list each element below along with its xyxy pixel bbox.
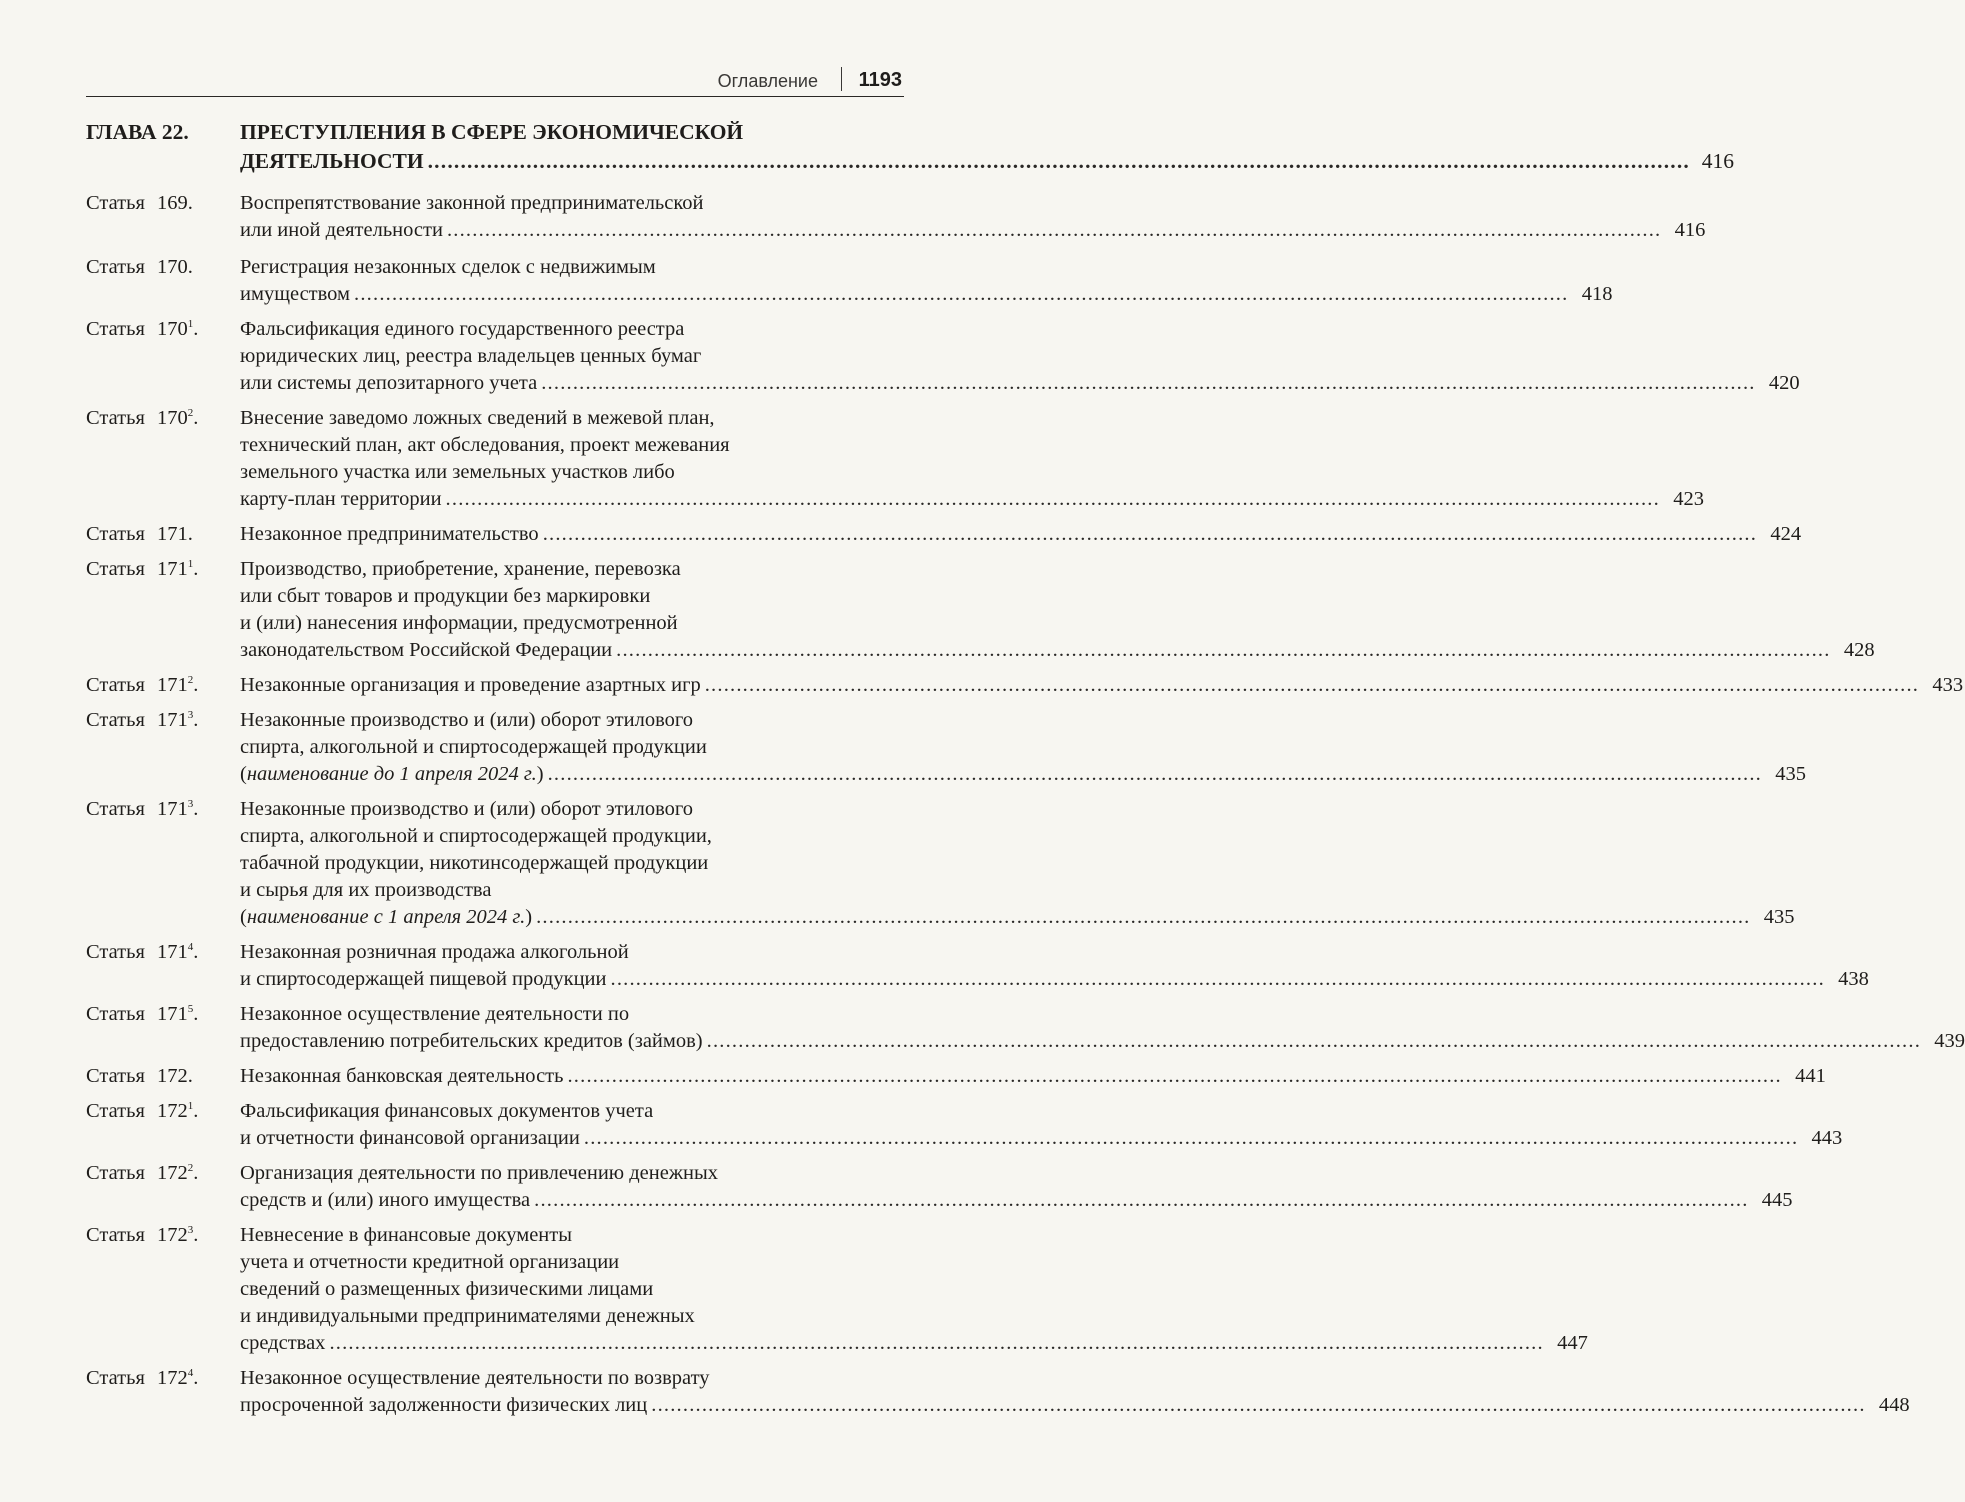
chapter-title (240, 118, 1734, 176)
article-number: 171 (157, 674, 188, 696)
leader-dots (548, 761, 1762, 788)
article-page: 445 (1761, 1189, 1793, 1211)
article-title-line: сведений о размещенных физическими лицами (240, 1278, 654, 1300)
article-title-last-text: или иной деятельности (240, 219, 443, 241)
article-title (240, 405, 1704, 513)
article-label: Статья $172^1$. (86, 1098, 240, 1152)
article-title (240, 1001, 1965, 1055)
article-number: 171 (157, 558, 188, 580)
leader-dots (534, 1187, 1748, 1214)
article-title-last-line (240, 672, 1963, 699)
article-label: Статья $170^2$. (86, 405, 240, 513)
article-word: Статья (86, 1065, 145, 1087)
article-title-line: юридических лиц, реестра владельцев ценных бумаг (240, 345, 702, 367)
article-label: Статья $171^3$. (86, 707, 240, 788)
leader-dots (354, 281, 1568, 308)
chapter-title-last-text: ДЕЯТЕЛЬНОСТИ (240, 149, 424, 173)
article-title-last-text (240, 761, 544, 788)
article-number: 170 (157, 318, 188, 340)
article-title-last-text: предоставлению потребительских кредитов (займов) (240, 1030, 703, 1052)
article-number: 170. (157, 256, 193, 278)
toc-entry (86, 1160, 1793, 1214)
leader-dots (428, 147, 1690, 176)
article-superscript: 1 (187, 318, 194, 330)
article-title-last-line (240, 1187, 1793, 1214)
toc-entry (86, 1222, 1588, 1357)
article-title (240, 316, 1800, 397)
paren-open: ( (240, 763, 247, 785)
paren-close: ) (536, 763, 544, 785)
article-title-line: учета и отчетности кредитной организации (240, 1251, 620, 1273)
article-title (240, 254, 1612, 308)
article-page: 418 (1581, 283, 1613, 305)
article-title-last-text: и спиртосодержащей пищевой продукции (240, 968, 607, 990)
article-title-last-line (240, 966, 1869, 993)
article-title-line: Незаконное осуществление деятельности по возврату (240, 1367, 710, 1389)
leader-dots (446, 486, 1660, 513)
leader-dots (329, 1330, 1543, 1357)
article-word: Статья (86, 709, 145, 731)
header-divider (841, 67, 843, 91)
article-label (86, 190, 240, 244)
article-superscript: 4 (187, 1367, 194, 1379)
article-title-line: Незаконные производство и (или) оборот этилового (240, 798, 694, 820)
article-number: 171 (157, 941, 188, 963)
leader-dots (536, 904, 1750, 931)
article-number: 169. (157, 192, 193, 214)
article-title-line: спирта, алкогольной и спиртосодержащей продукции, (240, 825, 712, 847)
article-title (240, 190, 1705, 244)
article-label (86, 521, 240, 548)
article-word: Статья (86, 407, 145, 429)
article-word: Статья (86, 1162, 145, 1184)
article-word: Статья (86, 558, 145, 580)
article-word: Статья (86, 318, 145, 340)
article-title-line: и сырья для их производства (240, 879, 492, 901)
article-page: 438 (1838, 968, 1869, 990)
article-title-last-line (240, 1392, 1910, 1419)
article-page: 435 (1775, 763, 1807, 785)
article-word: Статья (86, 674, 145, 696)
article-title-line: Фальсификация единого государственного реестра (240, 318, 685, 340)
toc-entry (86, 316, 1800, 397)
leader-dots (447, 217, 1661, 244)
article-label (86, 1063, 240, 1090)
article-superscript: 1 (187, 1100, 194, 1112)
article-title-last-line (240, 486, 1704, 513)
article-title (240, 1365, 1910, 1419)
article-superscript: 2 (187, 1162, 194, 1174)
toc-entry (86, 1365, 1910, 1419)
article-superscript: 3 (187, 709, 194, 721)
article-title-last-text: и отчетности финансовой организации (240, 1127, 580, 1149)
article-title-last-text: законодательством Российской Федерации (240, 639, 613, 661)
toc-entry (86, 521, 1802, 548)
article-title-last-line (240, 281, 1612, 308)
toc-entry (86, 796, 1795, 931)
article-number: 172 (157, 1224, 188, 1246)
paren-close: ) (525, 906, 533, 928)
toc-entry (86, 405, 1704, 513)
article-title-last-line (240, 521, 1801, 548)
article-label: Статья $171^3$. (86, 796, 240, 931)
article-label: Статья $171^4$. (86, 939, 240, 993)
article-superscript: 5 (187, 1003, 194, 1015)
article-superscript: 2 (187, 407, 194, 419)
table-of-contents (86, 118, 1965, 1427)
article-title-line: Незаконное осуществление деятельности по (240, 1003, 630, 1025)
article-title-line: или сбыт товаров и продукции без маркировки (240, 585, 651, 607)
article-title (240, 1222, 1588, 1357)
article-title-last-line (240, 637, 1875, 664)
running-header (86, 66, 904, 97)
article-superscript: 3 (187, 1224, 194, 1236)
article-page: 433 (1932, 674, 1964, 696)
article-page: 420 (1768, 372, 1800, 394)
chapter-label: ГЛАВА 22. (86, 120, 189, 144)
chapter-entry (86, 118, 1734, 176)
article-title-line: Организация деятельности по привлечению денежных (240, 1162, 718, 1184)
leader-dots (584, 1125, 1798, 1152)
leader-dots (705, 672, 1919, 699)
article-title-last-line (240, 761, 1806, 788)
article-title-last-line (240, 1028, 1965, 1055)
toc-entry (86, 556, 1875, 664)
running-header-title: Оглавление (717, 71, 818, 91)
article-title-line: Регистрация незаконных сделок с недвижимым (240, 256, 656, 278)
article-number: 172 (157, 1367, 188, 1389)
article-title-last-line (240, 1063, 1826, 1090)
article-title-last-line (240, 1125, 1842, 1152)
article-title-last-text (240, 904, 532, 931)
article-page: 447 (1557, 1332, 1588, 1354)
title-version-note: наименование с 1 апреля 2024 г. (246, 906, 526, 928)
article-title (240, 1160, 1793, 1214)
article-title (240, 1098, 1842, 1152)
article-title (240, 556, 1875, 664)
article-superscript: 1 (187, 558, 194, 570)
article-title-last-text: Незаконная банковская деятельность (240, 1065, 564, 1087)
page-number: 1193 (858, 69, 902, 91)
article-number: 171 (157, 798, 188, 820)
chapter-title-line: ПРЕСТУПЛЕНИЯ В СФЕРЕ ЭКОНОМИЧЕСКОЙ (240, 120, 744, 144)
article-word: Статья (86, 256, 145, 278)
article-title-line: Незаконная розничная продажа алкогольной (240, 941, 629, 963)
article-page: 439 (1934, 1030, 1965, 1052)
article-number: 172 (157, 1162, 188, 1184)
article-page: 448 (1878, 1394, 1910, 1416)
article-page: 441 (1795, 1065, 1826, 1087)
article-title-last-line (240, 370, 1800, 397)
article-word: Статья (86, 523, 145, 545)
paren-open: ( (240, 906, 247, 928)
article-label: Статья $172^3$. (86, 1222, 240, 1357)
toc-entry (86, 672, 1964, 699)
chapter-page: 416 (1701, 149, 1734, 173)
article-title-line: Воспрепятствование законной предпринимательской (240, 192, 704, 214)
toc-entry (86, 190, 1706, 244)
article-label: Статья $171^2$. (86, 672, 240, 699)
leader-dots (611, 966, 1825, 993)
leader-dots (651, 1392, 1865, 1419)
article-title (240, 796, 1795, 931)
leader-dots (541, 370, 1755, 397)
article-title-last-text: имуществом (240, 283, 351, 305)
toc-entry (86, 939, 1869, 993)
article-title-line: Фальсификация финансовых документов учета (240, 1100, 654, 1122)
article-title-line: технический план, акт обследования, проект межевания (240, 434, 730, 456)
article-title-line: Внесение заведомо ложных сведений в межевой план, (240, 407, 715, 429)
article-title-last-text: средствах (240, 1332, 326, 1354)
article-page: 416 (1674, 219, 1706, 241)
title-version-note: наименование до 1 апреля 2024 г. (246, 763, 537, 785)
toc-entry (86, 254, 1613, 308)
article-word: Статья (86, 1224, 145, 1246)
leader-dots (707, 1028, 1921, 1055)
article-superscript: 2 (187, 674, 194, 686)
article-title-last-text: карту-план территории (240, 488, 442, 510)
article-page: 428 (1843, 639, 1875, 661)
article-number: 171 (157, 1003, 188, 1025)
article-title-line: земельного участка или земельных участков либо (240, 461, 675, 483)
article-superscript: 3 (187, 798, 194, 810)
article-word: Статья (86, 1367, 145, 1389)
article-page: 443 (1811, 1127, 1843, 1149)
article-label: Статья $172^4$. (86, 1365, 240, 1419)
toc-entry (86, 707, 1807, 788)
article-word: Статья (86, 192, 145, 214)
article-title-last-line (240, 1330, 1588, 1357)
article-label: Статья $170^1$. (86, 316, 240, 397)
article-title-last-text: просроченной задолженности физических лиц (240, 1394, 648, 1416)
article-number: 170 (157, 407, 188, 429)
chapter-title-last-line (240, 147, 1734, 176)
article-title-last-text: Незаконные организация и проведение азартных игр (240, 674, 701, 696)
leader-dots (616, 637, 1830, 664)
article-title-line: Производство, приобретение, хранение, перевозка (240, 558, 681, 580)
article-number: 172 (157, 1100, 188, 1122)
article-label: Статья $172^2$. (86, 1160, 240, 1214)
article-title-last-line (240, 217, 1705, 244)
article-number: 171. (157, 523, 193, 545)
article-page: 423 (1673, 488, 1704, 510)
article-title (240, 1063, 1826, 1090)
leader-dots (543, 521, 1757, 548)
article-label (86, 254, 240, 308)
article-number: 171 (157, 709, 188, 731)
article-label: Статья $171^1$. (86, 556, 240, 664)
toc-entry (86, 1001, 1965, 1055)
article-label: Статья $171^5$. (86, 1001, 240, 1055)
article-title-line: и индивидуальными предпринимателями денежных (240, 1305, 695, 1327)
article-word: Статья (86, 941, 145, 963)
article-number: 172. (157, 1065, 193, 1087)
article-word: Статья (86, 1003, 145, 1025)
leader-dots (567, 1063, 1781, 1090)
article-title-last-text: или системы депозитарного учета (240, 372, 538, 394)
article-title-last-text: средств и (или) иного имущества (240, 1189, 531, 1211)
toc-entry (86, 1098, 1843, 1152)
article-title (240, 939, 1869, 993)
article-word: Статья (86, 798, 145, 820)
toc-entry (86, 1063, 1826, 1090)
article-title-line: Незаконные производство и (или) оборот этилового (240, 709, 694, 731)
article-title (240, 707, 1806, 788)
article-title (240, 672, 1963, 699)
article-title-line: Невнесение в финансовые документы (240, 1224, 573, 1246)
article-title (240, 521, 1801, 548)
article-superscript: 4 (187, 941, 194, 953)
article-word: Статья (86, 1100, 145, 1122)
article-title-line: спирта, алкогольной и спиртосодержащей продукции (240, 736, 707, 758)
article-title-line: табачной продукции, никотинсодержащей продукции (240, 852, 709, 874)
article-title-last-line (240, 904, 1795, 931)
article-page: 435 (1763, 906, 1795, 928)
article-title-line: и (или) нанесения информации, предусмотренной (240, 612, 678, 634)
article-page: 424 (1770, 523, 1802, 545)
article-title-last-text: Незаконное предпринимательство (240, 523, 539, 545)
